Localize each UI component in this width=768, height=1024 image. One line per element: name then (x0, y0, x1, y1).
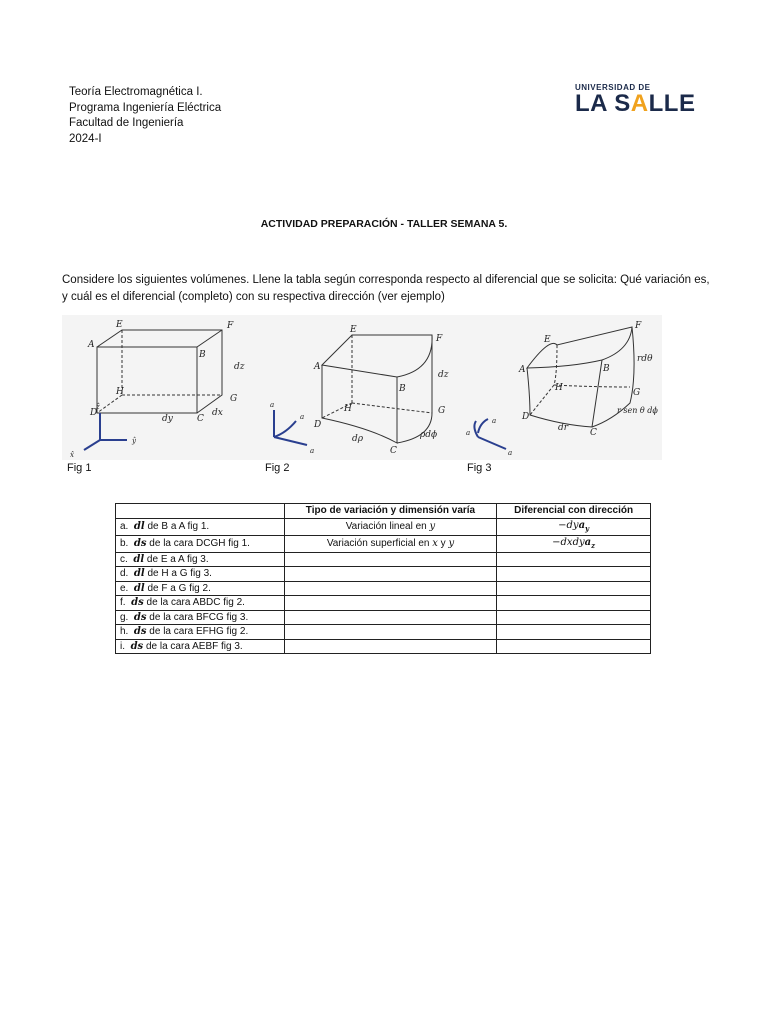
svg-text:B: B (399, 384, 406, 394)
svg-text:dz: dz (438, 370, 449, 380)
row-item: b. ds de la cara DCGH fig 1. (116, 535, 285, 552)
diferencial-cell[interactable] (497, 552, 651, 567)
instructions-text: Considere los siguientes volúmenes. Llene la tabla según corresponda respecto al diferencial que se solicita: Qué variación es, y cuál es el diferencial (completo) con su respectiva dirección (ver ejemplo) (62, 274, 710, 303)
table-row (116, 625, 651, 640)
svg-text:C: C (590, 428, 597, 438)
diferencial-cell[interactable]: −dya$_y$ (497, 518, 651, 535)
svg-text:a: a (310, 447, 315, 455)
row-item: i. ds de la cara AEBF fig 3. (116, 639, 285, 654)
svg-text:D: D (522, 412, 530, 422)
svg-text:E: E (116, 320, 123, 330)
svg-text:E: E (544, 335, 551, 345)
figure-2-label: Fig 2 (265, 462, 290, 474)
svg-text:H: H (116, 387, 124, 397)
svg-text:B: B (603, 364, 610, 374)
table-row (116, 581, 651, 596)
svg-text:ŷ: ŷ (132, 437, 136, 445)
diferencial-cell[interactable] (497, 639, 651, 654)
page-title: ACTIVIDAD PREPARACIÓN - TALLER SEMANA 5. (260, 218, 508, 230)
svg-text:C: C (197, 414, 204, 424)
diferencial-cell[interactable] (497, 625, 651, 640)
svg-text:dr: dr (558, 423, 569, 433)
svg-text:D: D (90, 408, 98, 418)
svg-text:G: G (230, 394, 238, 404)
table-row (116, 552, 651, 567)
semester: 2024-I (69, 132, 102, 145)
header-diferencial: Diferencial con dirección (497, 504, 651, 519)
tipo-cell[interactable]: Variación lineal en y (284, 518, 497, 535)
svg-text:a: a (300, 413, 305, 421)
svg-text:dz: dz (234, 362, 245, 372)
differentials-table (115, 503, 651, 654)
header-tipo: Tipo de variación y dimensión varía (284, 504, 497, 519)
tipo-cell[interactable] (284, 581, 497, 596)
course-header (69, 85, 221, 147)
program-name: Programa Ingeniería Eléctrica (69, 101, 222, 114)
table-row (116, 596, 651, 611)
row-item: e. dl de F a G fig 2. (116, 581, 285, 596)
svg-text:A: A (519, 365, 526, 375)
table-row (116, 535, 651, 552)
tipo-cell[interactable] (284, 567, 497, 582)
svg-text:C: C (390, 446, 397, 456)
svg-text:A: A (88, 340, 95, 350)
table-row (116, 518, 651, 535)
row-item: h. ds de la cara EFHG fig 2. (116, 625, 285, 640)
diferencial-cell[interactable] (497, 596, 651, 611)
svg-text:a: a (508, 449, 513, 457)
table-row (116, 610, 651, 625)
course-name: Teoría Electromagnética I. (69, 86, 203, 98)
row-item: g. ds de la cara BFCG fig 3. (116, 610, 285, 625)
diferencial-cell[interactable]: −dxdya$_z$ (497, 535, 651, 552)
tipo-cell[interactable]: Variación superficial en x y y (284, 535, 497, 552)
svg-text:r sen θ dϕ: r sen θ dϕ (617, 406, 658, 415)
svg-text:E: E (350, 325, 357, 335)
svg-text:H: H (344, 404, 352, 414)
svg-text:x̂: x̂ (70, 451, 74, 459)
svg-text:B: B (199, 350, 206, 360)
figure-3-label: Fig 3 (467, 462, 492, 474)
table-header-row (116, 504, 651, 519)
diferencial-cell[interactable] (497, 581, 651, 596)
svg-text:ρdϕ: ρdϕ (420, 430, 438, 440)
tipo-cell[interactable] (284, 639, 497, 654)
svg-text:ẑ: ẑ (96, 403, 100, 411)
table-row (116, 639, 651, 654)
svg-text:G: G (438, 406, 446, 416)
svg-text:A: A (314, 362, 321, 372)
row-item: f. ds de la cara ABDC fig 2. (116, 596, 285, 611)
header-blank (116, 504, 285, 519)
tipo-cell[interactable] (284, 610, 497, 625)
faculty-name: Facultad de Ingeniería (69, 117, 184, 129)
figure-2-cylindrical-volume (262, 315, 462, 460)
figure-3-spherical-volume (462, 315, 662, 460)
row-item: a. dl de B a A fig 1. (116, 518, 285, 535)
svg-text:dx: dx (212, 408, 223, 418)
svg-text:F: F (635, 321, 642, 331)
svg-text:a: a (492, 417, 497, 425)
diferencial-cell[interactable] (497, 567, 651, 582)
svg-text:H: H (555, 383, 563, 393)
university-logo: UNIVERSIDAD DE LA SALLE (575, 83, 696, 117)
svg-text:F: F (436, 334, 443, 344)
row-item: c. dl de E a A fig 3. (116, 552, 285, 567)
svg-text:a: a (270, 401, 275, 409)
diferencial-cell[interactable] (497, 610, 651, 625)
figure-1-label: Fig 1 (67, 462, 92, 474)
svg-text:F: F (227, 321, 234, 331)
svg-text:D: D (314, 420, 322, 430)
tipo-cell[interactable] (284, 596, 497, 611)
row-item: d. dl de H a G fig 3. (116, 567, 285, 582)
svg-text:rdθ: rdθ (637, 354, 653, 364)
tipo-cell[interactable] (284, 552, 497, 567)
tipo-cell[interactable] (284, 625, 497, 640)
svg-text:dy: dy (162, 414, 173, 424)
figure-1-cartesian-volume (62, 315, 262, 460)
svg-text:dρ: dρ (352, 434, 364, 444)
svg-text:G: G (633, 388, 641, 398)
svg-text:a: a (466, 429, 471, 437)
table-row (116, 567, 651, 582)
